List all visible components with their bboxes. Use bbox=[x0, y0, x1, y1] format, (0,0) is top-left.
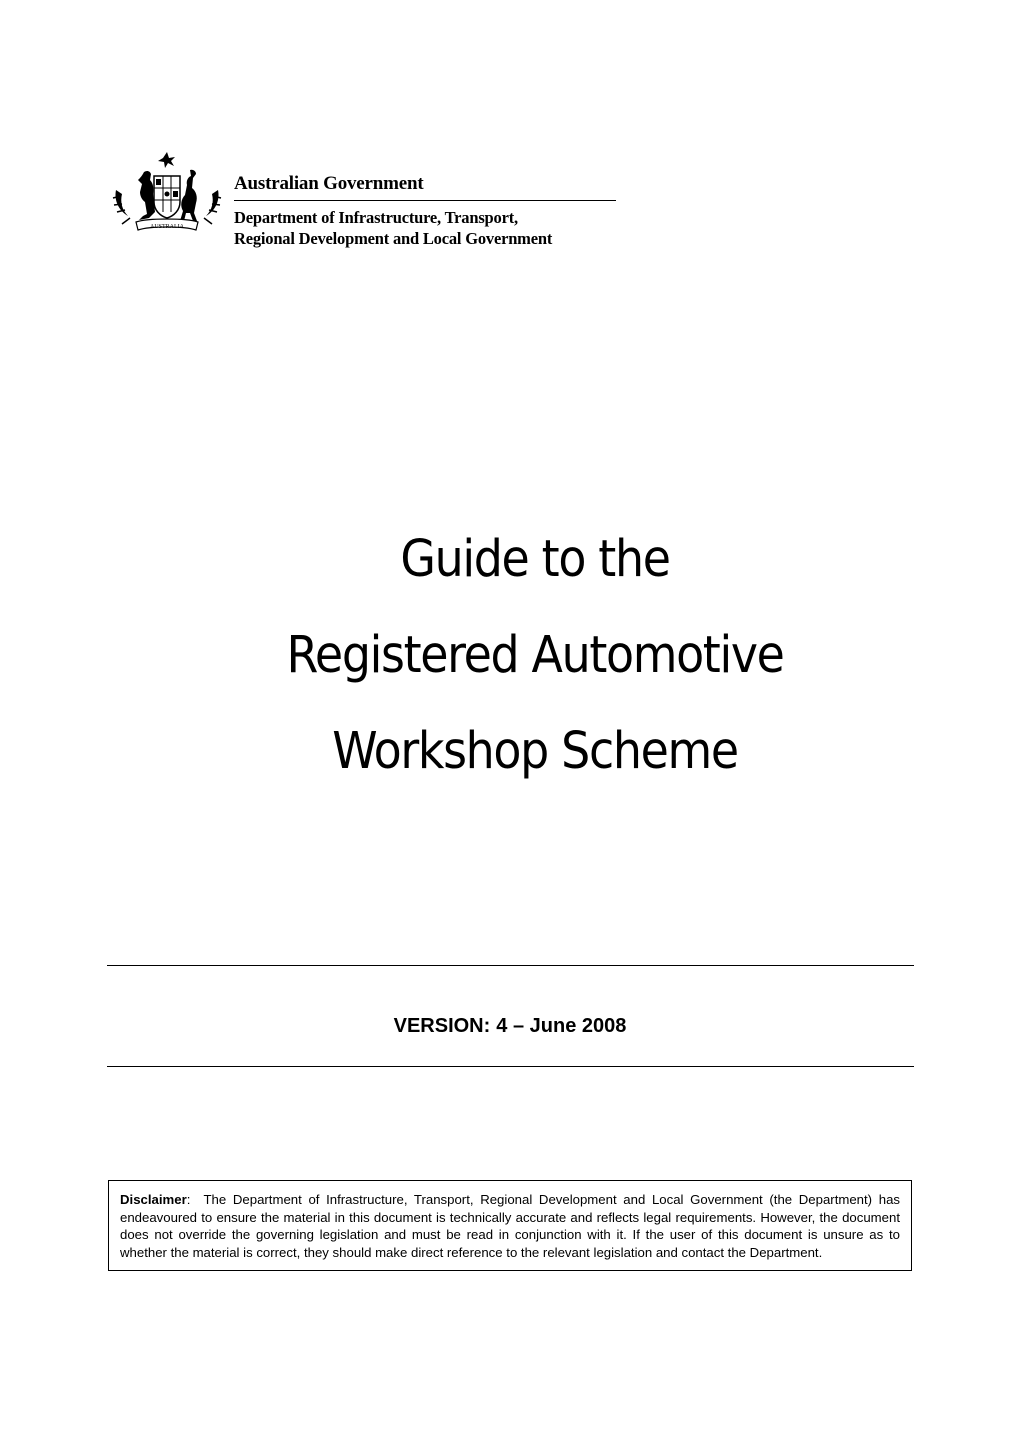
disclaimer-box bbox=[108, 1180, 912, 1271]
crest-scroll-text: AUSTRALIA bbox=[150, 224, 184, 230]
government-masthead bbox=[234, 172, 618, 249]
department-name-line-1: Department of Infrastructure, Transport, bbox=[234, 208, 518, 227]
coat-of-arms-icon bbox=[108, 150, 226, 238]
version-label: VERSION: bbox=[393, 1015, 491, 1037]
department-name-line-2: Regional Development and Local Government bbox=[234, 229, 553, 248]
top-divider bbox=[107, 965, 914, 966]
title-line-2: Registered Automotive bbox=[286, 626, 784, 685]
disclaimer-label: Disclaimer bbox=[120, 1192, 187, 1207]
version-value: 4 – June 2008 bbox=[496, 1015, 627, 1037]
title-line-1: Guide to the bbox=[400, 530, 670, 589]
title-line-3: Workshop Scheme bbox=[332, 722, 738, 781]
document-title bbox=[54, 512, 1017, 800]
bottom-divider bbox=[107, 1066, 914, 1067]
disclaimer-separator: : bbox=[186, 1192, 191, 1207]
version-line bbox=[0, 1012, 1020, 1040]
disclaimer-text: The Department of Infrastructure, Transport, Regional Development and Local Government (the Department) has endeavoured to ensure the material in this document is technically accurate and reflects legal requirements. However, the document does not override the governing legislation and must be read in conjunction with it. If the user of this document is unsure as to whether the material is correct, they should make direct reference to the relevant legislation and contact the Department. bbox=[120, 1192, 901, 1260]
government-name: Australian Government bbox=[234, 172, 616, 201]
